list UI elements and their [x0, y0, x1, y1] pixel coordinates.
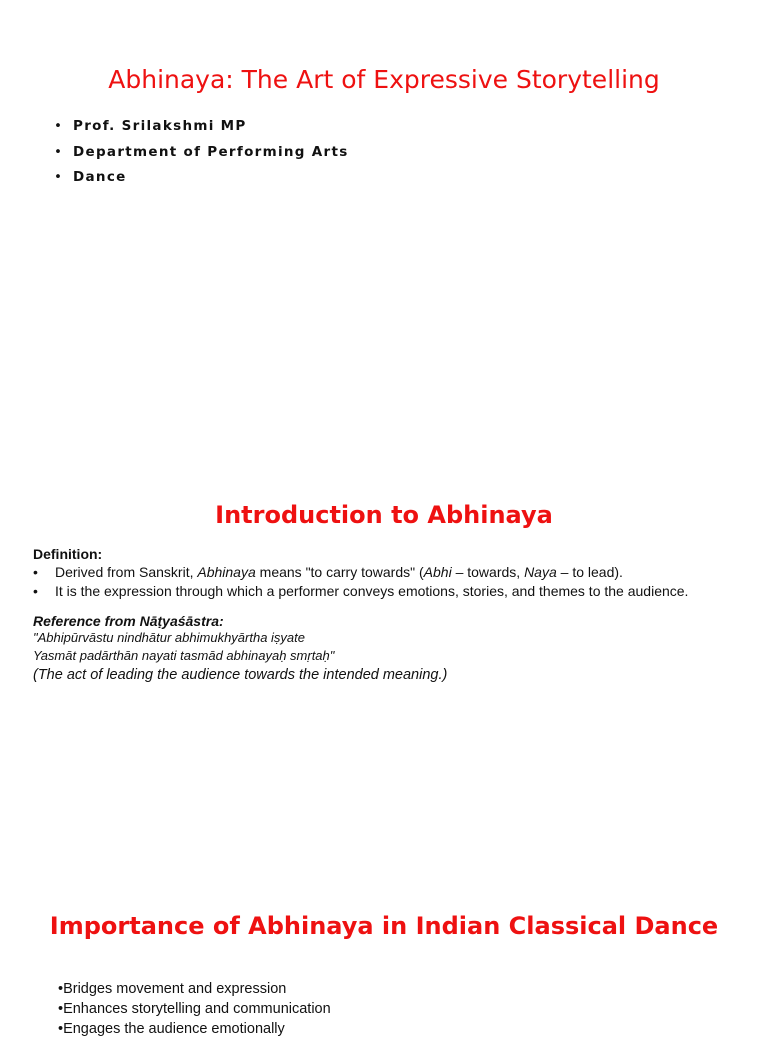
- definition-text: means "to carry towards" (: [255, 564, 424, 580]
- slide-2-content: [33, 546, 743, 685]
- subject-name: Dance: [73, 169, 127, 185]
- slide-1-bullet-list: [54, 114, 349, 191]
- list-item: [54, 114, 349, 140]
- definition-text: Derived from Sanskrit,: [55, 564, 198, 580]
- list-item: [54, 165, 349, 191]
- slide-2-title: Introduction to Abhinaya: [215, 500, 553, 529]
- list-item: [33, 563, 743, 582]
- verse-line: Yasmāt padārthān nayati tasmād abhinayaḥ smṛtaḥ": [33, 648, 335, 663]
- slide-1-title: Abhinaya: The Art of Expressive Storytelling: [108, 64, 660, 94]
- slide-3-bullet-list: [58, 979, 331, 1039]
- bullet-glyph: •: [54, 143, 62, 160]
- definition-text: It is the expression through which a performer conveys emotions, stories, and themes to the audience.: [55, 583, 689, 599]
- definition-term: Abhinaya: [197, 564, 256, 580]
- list-item: •Bridges movement and expression: [58, 981, 287, 997]
- bullet-glyph: •: [33, 564, 38, 580]
- slide-1: [0, 0, 768, 410]
- department-name: Department of Performing Arts: [73, 143, 349, 160]
- verse-translation: (The act of leading the audience towards the intended meaning.): [33, 667, 448, 683]
- reference-label: Reference from Nāṭyaśāstra:: [33, 613, 224, 629]
- list-item: [54, 140, 349, 166]
- definition-term: Naya: [524, 564, 557, 580]
- bullet-glyph: •: [54, 118, 62, 134]
- list-item: •Enhances storytelling and communication: [58, 1001, 331, 1017]
- list-item: [33, 582, 743, 601]
- bullet-glyph: •: [54, 169, 62, 185]
- bullet-glyph: •: [33, 583, 38, 599]
- definition-text: – to lead).: [556, 564, 623, 580]
- definition-list: [33, 563, 743, 601]
- verse-line: "Abhipūrvāstu nindhātur abhimukhyārtha iṣyate: [33, 630, 305, 645]
- definition-label: Definition:: [33, 546, 103, 562]
- author-name: Prof. Srilakshmi MP: [73, 118, 247, 134]
- definition-term: Abhi: [423, 564, 452, 580]
- definition-text: – towards,: [451, 564, 525, 580]
- list-item: •Engages the audience emotionally: [58, 1021, 285, 1037]
- slide-3-title: Importance of Abhinaya in Indian Classical Dance: [49, 911, 719, 940]
- slide-3: [0, 820, 768, 1037]
- slide-2: [0, 410, 768, 820]
